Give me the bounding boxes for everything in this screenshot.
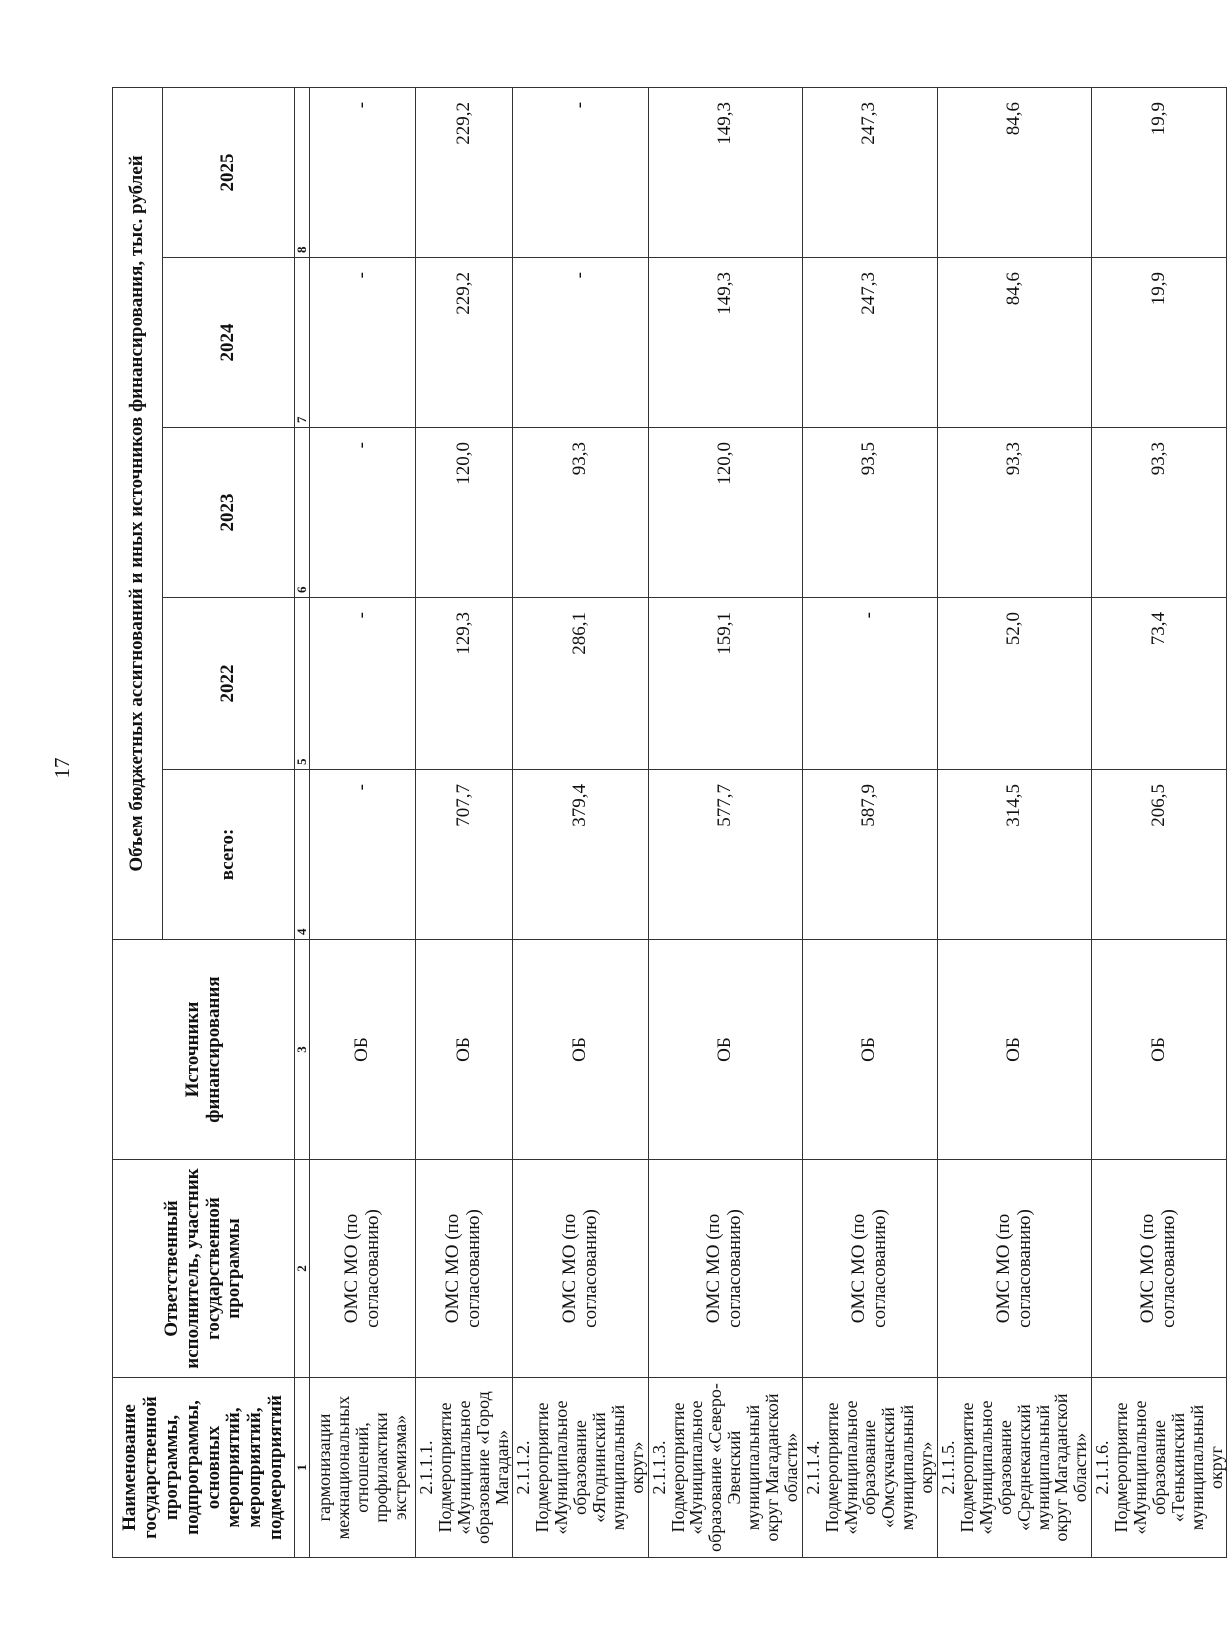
row-2022: 159,1	[648, 598, 802, 770]
header-year-2022: 2022	[163, 598, 295, 770]
table-row	[802, 87, 937, 1557]
col-number: 6	[295, 428, 310, 598]
row-2022: -	[802, 598, 937, 770]
col-number: 1	[295, 1378, 310, 1558]
row-2025: 84,6	[938, 87, 1092, 257]
row-total: 587,9	[802, 770, 937, 940]
row-total: 577,7	[648, 770, 802, 940]
table-row	[938, 87, 1092, 1557]
table-row	[310, 87, 416, 1557]
row-2023: 93,5	[802, 428, 937, 598]
row-executor: ОМС МО (по согласованию)	[938, 1160, 1092, 1378]
header-col-name: Наименование государственной программы, подпрограммы, основных мероприятий, мероприятий, подмероприятий	[113, 1378, 295, 1558]
header-year-2025: 2025	[163, 87, 295, 257]
header-year-2023: 2023	[163, 428, 295, 598]
row-executor: ОМС МО (по согласованию)	[513, 1160, 648, 1378]
row-2025: -	[310, 87, 416, 257]
row-2023: 120,0	[648, 428, 802, 598]
row-2023: -	[310, 428, 416, 598]
col-number: 7	[295, 258, 310, 428]
row-executor: ОМС МО (по согласованию)	[1092, 1160, 1227, 1378]
row-name: 2.1.1.1. Подмероприятие «Муниципальное образование «Город Магадан»	[416, 1378, 513, 1558]
row-2025: -	[513, 87, 648, 257]
row-source: ОБ	[416, 940, 513, 1160]
row-2023: 93,3	[513, 428, 648, 598]
row-executor: ОМС МО (по согласованию)	[416, 1160, 513, 1378]
row-2022: 286,1	[513, 598, 648, 770]
row-2024: 247,3	[802, 258, 937, 428]
table-row	[416, 87, 513, 1557]
row-total: 206,5	[1092, 770, 1227, 940]
header-total: всего:	[163, 770, 295, 940]
row-executor: ОМС МО (по согласованию)	[310, 1160, 416, 1378]
col-number: 2	[295, 1160, 310, 1378]
col-number: 5	[295, 598, 310, 770]
row-2024: -	[310, 258, 416, 428]
row-2025: 229,2	[416, 87, 513, 257]
col-number: 3	[295, 940, 310, 1160]
row-source: ОБ	[1092, 940, 1227, 1160]
row-source: ОБ	[802, 940, 937, 1160]
row-executor: ОМС МО (по согласованию)	[648, 1160, 802, 1378]
row-2025: 149,3	[648, 87, 802, 257]
row-total: -	[310, 770, 416, 940]
row-name: 2.1.1.6. Подмероприятие «Муниципальное образование «Тенькинский муниципальный округ	[1092, 1378, 1227, 1558]
row-2024: 149,3	[648, 258, 802, 428]
row-2025: 19,9	[1092, 87, 1227, 257]
row-2022: 52,0	[938, 598, 1092, 770]
header-row-1	[113, 87, 163, 1557]
row-2022: 129,3	[416, 598, 513, 770]
header-year-2024: 2024	[163, 258, 295, 428]
column-numbers-row	[295, 87, 310, 1557]
row-2022: 73,4	[1092, 598, 1227, 770]
page-number: 17	[50, 757, 74, 779]
row-2024: 229,2	[416, 258, 513, 428]
row-2024: 84,6	[938, 258, 1092, 428]
row-source: ОБ	[938, 940, 1092, 1160]
col-number: 8	[295, 87, 310, 257]
row-name: 2.1.1.4. Подмероприятие «Муниципальное образование «Омсукчанский муниципальный округ»	[802, 1378, 937, 1558]
row-2022: -	[310, 598, 416, 770]
row-name: гармонизации межнациональных отношений, профилактики экстремизма»	[310, 1378, 416, 1558]
row-source: ОБ	[310, 940, 416, 1160]
table-row	[648, 87, 802, 1557]
row-2024: -	[513, 258, 648, 428]
row-source: ОБ	[648, 940, 802, 1160]
row-2024: 19,9	[1092, 258, 1227, 428]
header-col-executor: Ответственный исполнитель, участник государственной программы	[113, 1160, 295, 1378]
row-2023: 93,3	[1092, 428, 1227, 598]
header-col-source: Источники финансирования	[113, 940, 295, 1160]
row-total: 379,4	[513, 770, 648, 940]
row-2023: 120,0	[416, 428, 513, 598]
row-name: 2.1.1.5. Подмероприятие «Муниципальное образование «Среднеканский муниципальный округ Магаданской области»	[938, 1378, 1092, 1558]
table-row	[513, 87, 648, 1557]
table-row	[1092, 87, 1227, 1557]
row-2023: 93,3	[938, 428, 1092, 598]
rotated-page	[50, 88, 1226, 1558]
row-source: ОБ	[513, 940, 648, 1160]
financing-table	[112, 87, 1227, 1558]
row-total: 314,5	[938, 770, 1092, 940]
header-volume-title: Объем бюджетных ассигнований и иных источников финансирования, тыс. рублей	[113, 87, 163, 939]
row-executor: ОМС МО (по согласованию)	[802, 1160, 937, 1378]
col-number: 4	[295, 770, 310, 940]
row-name: 2.1.1.2. Подмероприятие «Муниципальное образование «Ягоднинский муниципальный округ»	[513, 1378, 648, 1558]
row-name: 2.1.1.3. Подмероприятие «Муниципальное образование «Северо-Эвенский муниципальный округ Магаданской области»	[648, 1378, 802, 1558]
row-2025: 247,3	[802, 87, 937, 257]
row-total: 707,7	[416, 770, 513, 940]
